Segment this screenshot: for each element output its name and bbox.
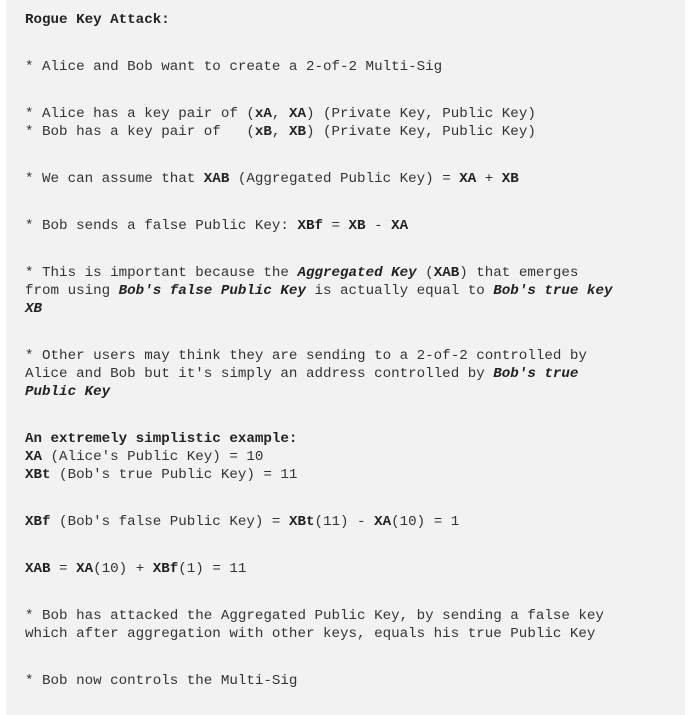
title-line [25,11,685,29]
bullet-important-l2: from using Bob's false Public Key is actually equal to Bob's true key [25,283,613,299]
alice-private-key: xA [254,106,272,122]
code-block [6,0,685,715]
example-heading: An extremely simplistic example: [25,431,298,447]
bullet-important-l1: * This is important because the Aggregated Key (XAB) that emerges [25,265,579,281]
bullet-false-key: * Bob sends a false Public Key: XBf = XB - XA [25,218,409,234]
example-bob-true-value: XBt (Bob's true Public Key) = 11 [25,467,298,483]
bullet-attack-l2: which after aggregation with other keys, equals his true Public Key [25,626,596,642]
bullet-attack-l1: * Bob has attacked the Aggregated Public Key, by sending a false key [25,608,604,624]
calc-false-key: XBf (Bob's false Public Key) = XBt(11) - XA(10) = 1 [25,514,460,530]
bullet-alice-keypair: * Alice has a key pair of (xA, XA) (Private Key, Public Key) [25,106,536,122]
bullet-important-l3: XB [25,301,43,317]
bullet-other-users-l3: Public Key [25,384,111,400]
bullet-bob-controls: * Bob now controls the Multi-Sig [25,673,298,689]
bullet-bob-keypair: * Bob has a key pair of (xB, XB) (Private Key, Public Key) [25,124,536,140]
bullet-aggregated-key: * We can assume that XAB (Aggregated Public Key) = XA + XB [25,171,519,187]
bob-private-key: xB [254,124,272,140]
bullet-multisig: * Alice and Bob want to create a 2-of-2 Multi-Sig [25,59,443,75]
calc-aggregated-key: XAB = XA(10) + XBf(1) = 11 [25,561,247,577]
page-title: Rogue Key Attack: [25,12,170,28]
bullet-other-users-l2: Alice and Bob but it's simply an address controlled by Bob's true [25,366,579,382]
example-alice-value: XA (Alice's Public Key) = 10 [25,449,264,465]
bullet-other-users-l1: * Other users may think they are sending to a 2-of-2 controlled by [25,348,587,364]
bob-public-key: XB [288,124,306,140]
alice-public-key: XA [288,106,306,122]
